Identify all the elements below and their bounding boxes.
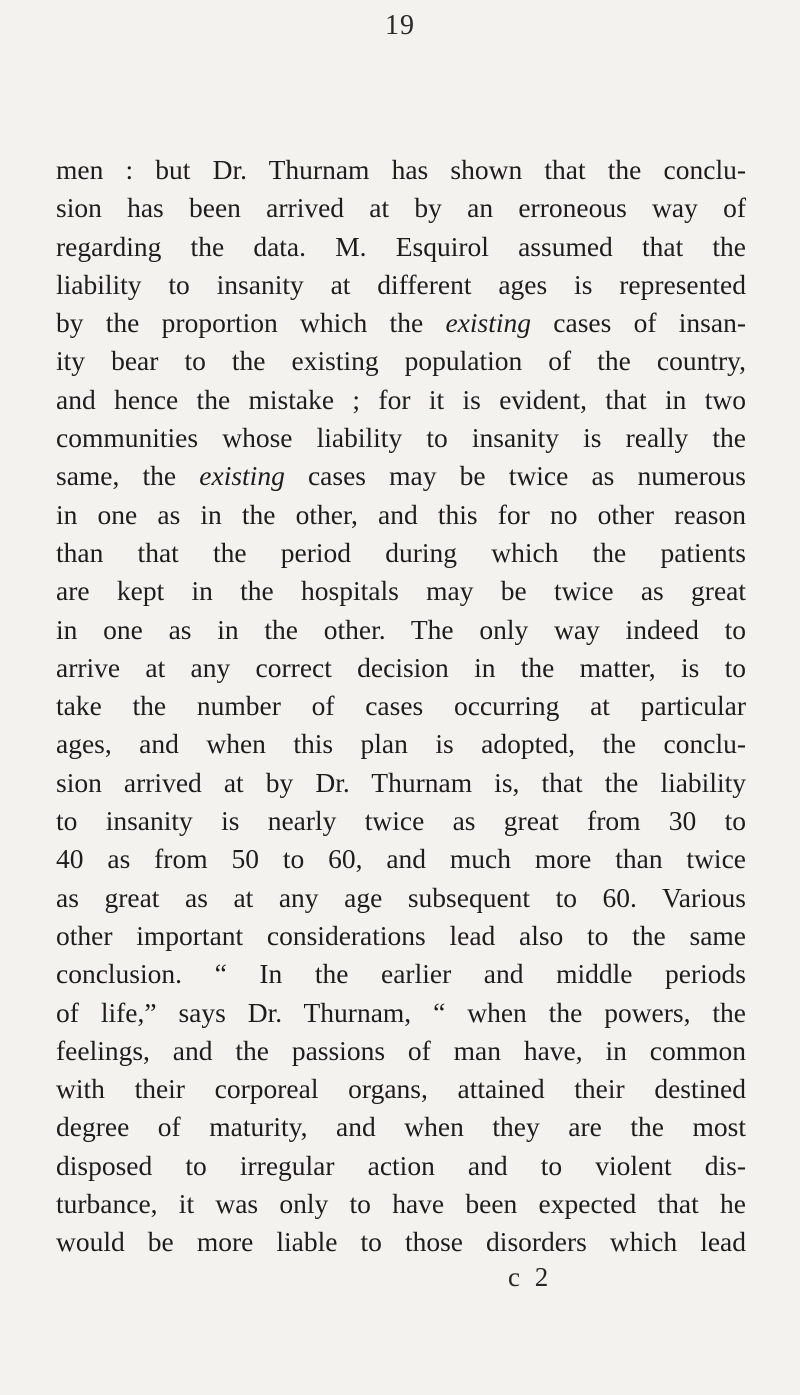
text-line xyxy=(56,649,746,687)
text-line xyxy=(56,764,746,802)
text-segment: same, the xyxy=(56,460,200,492)
text-segment: cases of insan- xyxy=(531,307,747,339)
text-line xyxy=(56,955,746,993)
text-line xyxy=(56,228,746,266)
text-segment: conclusion. “ In the earlier and middle periods xyxy=(56,958,746,990)
text-segment: liability to insanity at different ages is represented xyxy=(56,268,746,300)
text-line xyxy=(56,611,746,649)
text-line xyxy=(56,304,746,342)
text-line xyxy=(56,1108,746,1146)
text-line xyxy=(56,917,746,955)
text-line xyxy=(56,687,746,725)
text-segment: sion has been arrived at by an erroneous way of xyxy=(56,192,746,224)
text-segment: communities whose liability to insanity is really the xyxy=(56,422,746,454)
text-segment: by the proportion which the xyxy=(56,307,446,339)
text-segment: regarding the data. M. Esquirol assumed that the xyxy=(56,230,746,262)
text-segment: disposed to irregular action and to violent dis- xyxy=(56,1149,746,1181)
text-line xyxy=(56,151,746,189)
signature-mark: c 2 xyxy=(508,1262,553,1292)
text-segment: are kept in the hospitals may be twice as great xyxy=(56,575,746,607)
text-line xyxy=(56,572,746,610)
text-segment: of life,” says Dr. Thurnam, “ when the powers, the xyxy=(56,996,746,1028)
text-segment: than that the period during which the patients xyxy=(56,536,746,568)
text-segment: degree of maturity, and when they are the most xyxy=(56,1111,746,1143)
text-line xyxy=(56,534,746,572)
text-segment: sion arrived at by Dr. Thurnam is, that the liability xyxy=(56,766,746,798)
body-text xyxy=(56,151,746,1262)
text-segment: with their corporeal organs, attained their destined xyxy=(56,1073,746,1105)
text-line xyxy=(56,1185,746,1223)
text-line xyxy=(56,1032,746,1070)
text-line xyxy=(56,1223,746,1261)
text-segment: in one as in the other, and this for no other reason xyxy=(56,498,746,530)
text-line xyxy=(56,1070,746,1108)
italic-text: existing xyxy=(199,460,285,492)
text-line xyxy=(56,879,746,917)
page-number: 19 xyxy=(385,10,415,41)
text-line xyxy=(56,189,746,227)
text-segment: turbance, it was only to have been expected that he xyxy=(56,1188,746,1220)
text-line xyxy=(56,994,746,1032)
text-line xyxy=(56,381,746,419)
text-line xyxy=(56,419,746,457)
text-segment: cases may be twice as numerous xyxy=(284,460,746,492)
text-segment: arrive at any correct decision in the matter, is to xyxy=(56,651,746,683)
text-line xyxy=(56,496,746,534)
italic-text: existing xyxy=(445,307,531,339)
text-segment: ity bear to the existing population of the country, xyxy=(56,345,746,377)
text-segment: and hence the mistake ; for it is evident, that in two xyxy=(56,383,746,415)
text-line xyxy=(56,342,746,380)
text-line xyxy=(56,457,746,495)
text-line xyxy=(56,840,746,878)
text-segment: ages, and when this plan is adopted, the conclu- xyxy=(56,728,746,760)
text-line xyxy=(56,725,746,763)
text-segment: feelings, and the passions of man have, in common xyxy=(56,1034,746,1066)
text-segment: take the number of cases occurring at particular xyxy=(56,690,746,722)
text-segment: 40 as from 50 to 60, and much more than twice xyxy=(56,843,746,875)
text-segment: in one as in the other. The only way indeed to xyxy=(56,613,746,645)
text-line xyxy=(56,1147,746,1185)
text-line xyxy=(56,802,746,840)
text-segment: other important considerations lead also to the same xyxy=(56,919,746,951)
text-segment: to insanity is nearly twice as great from 30 to xyxy=(56,805,746,837)
text-segment: would be more liable to those disorders which lead xyxy=(56,1226,746,1258)
text-line xyxy=(56,266,746,304)
text-segment: men : but Dr. Thurnam has shown that the conclu- xyxy=(56,154,746,185)
text-segment: as great as at any age subsequent to 60. Various xyxy=(56,881,746,913)
